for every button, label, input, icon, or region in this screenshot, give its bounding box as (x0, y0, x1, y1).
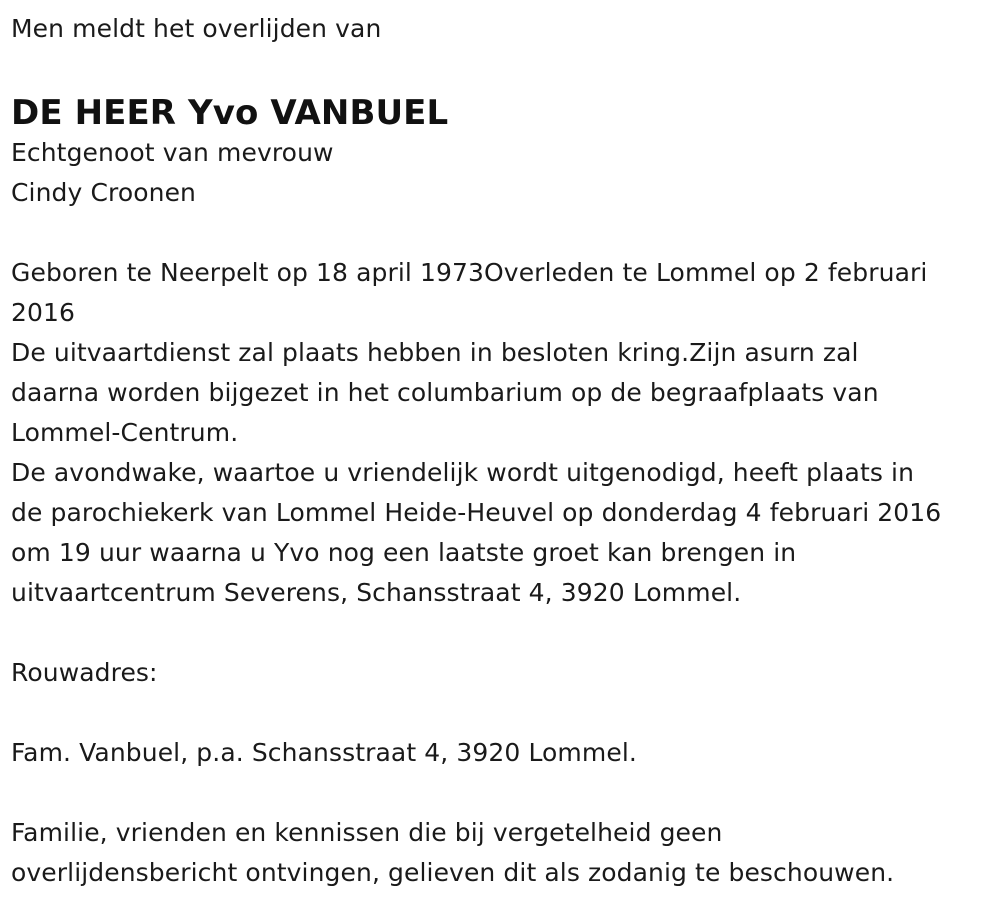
wake-line: De avondwake, waartoe u vriendelijk wordt uitgenodigd, heeft plaats in (11, 458, 915, 487)
spacer (11, 773, 1000, 813)
deceased-name: DE HEER Yvo VANBUEL (11, 93, 449, 133)
address-label: Rouwadres: (11, 658, 158, 687)
birth-death-line: Geboren te Neerpelt op 18 april 1973Overleden te Lommel op 2 februari (11, 258, 928, 287)
wake-line: uitvaartcentrum Severens, Schansstraat 4, 3920 Lommel. (11, 578, 742, 607)
spacer (11, 613, 1000, 653)
wake-line: om 19 uur waarna u Yvo nog een laatste groet kan brengen in (11, 538, 797, 567)
wake-block (11, 453, 1000, 613)
closing-block (11, 813, 1000, 893)
spacer (11, 213, 1000, 253)
closing-line: Familie, vrienden en kennissen die bij vergetelheid geen (11, 818, 723, 847)
birth-death-block (11, 253, 1000, 333)
mourning-address: Fam. Vanbuel, p.a. Schansstraat 4, 3920 Lommel. (11, 738, 637, 767)
spouse-line: Cindy Croonen (11, 178, 197, 207)
funeral-line: De uitvaartdienst zal plaats hebben in besloten kring.Zijn asurn zal (11, 338, 859, 367)
closing-line: overlijdensbericht ontvingen, gelieven dit als zodanig te beschouwen. (11, 858, 895, 887)
spacer (11, 693, 1000, 733)
birth-death-line: 2016 (11, 298, 76, 327)
funeral-line: daarna worden bijgezet in het columbarium op de begraafplaats van (11, 378, 879, 407)
spouse-line: Echtgenoot van mevrouw (11, 138, 334, 167)
funeral-line: Lommel-Centrum. (11, 418, 239, 447)
funeral-block (11, 333, 1000, 453)
wake-line: de parochiekerk van Lommel Heide-Heuvel op donderdag 4 februari 2016 (11, 498, 942, 527)
spouse-block (11, 133, 1000, 213)
intro-text: Men meldt het overlijden van (11, 14, 382, 43)
